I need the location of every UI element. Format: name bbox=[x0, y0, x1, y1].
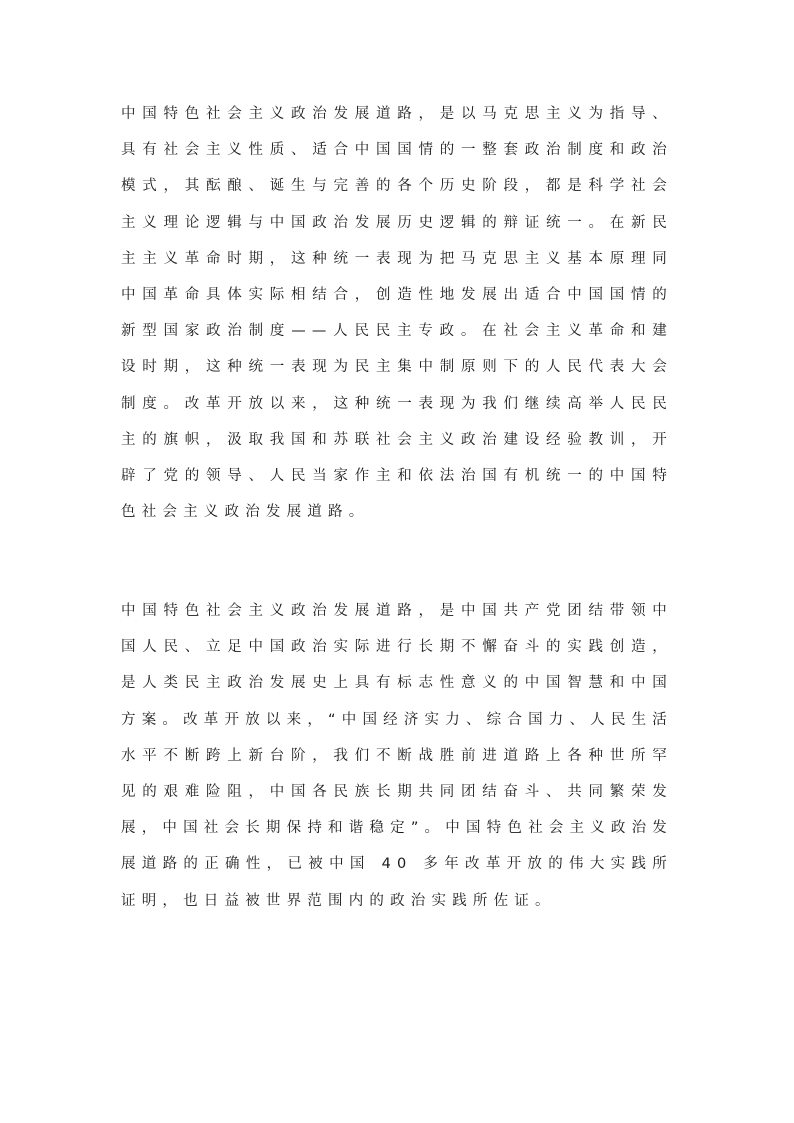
paragraph-1: 中国特色社会主义政治发展道路，是以马克思主义为指导、具有社会主义性质、适合中国国情的一整套政治制度和政治模式，其酝酿、诞生与完善的各个历史阶段，都是科学社会主义理论逻辑与中国政治发展历史逻辑的辩证统一。在新民主主义革命时期，这种统一表现为把马克思主义基本原理同中国革命具体实际相结合，创造性地发展出适合中国国情的新型国家政治制度——人民民主专政。在社会主义革命和建设时期，这种统一表现为民主集中制原则下的人民代表大会制度。改革开放以来，这种统一表现为我们继续高举人民民主的旗帜，汲取我国和苏联社会主义政治建设经验教训，开辟了党的领导、人民当家作主和依法治国有机统一的中国特色社会主义政治发展道路。 bbox=[121, 106, 673, 521]
paragraph-2: 中国特色社会主义政治发展道路，是中国共产党团结带领中国人民、立足中国政治实际进行长期不懈奋斗的实践创造，是人类民主政治发展史上具有标志性意义的中国智慧和中国方案。改革开放以来，“中国经济实力、综合国力、人民生活水平不断跨上新台阶，我们不断战胜前进道路上各种世所罕见的艰难险阻，中国各民族长期共同团结奋斗、共同繁荣发展，中国社会长期保持和谐稳定”。中国特色社会主义政治发展道路的正确性，已被中国 40 多年改革开放的伟大实践所证明，也日益被世界范围内的政治实践所佐证。 bbox=[121, 603, 673, 909]
